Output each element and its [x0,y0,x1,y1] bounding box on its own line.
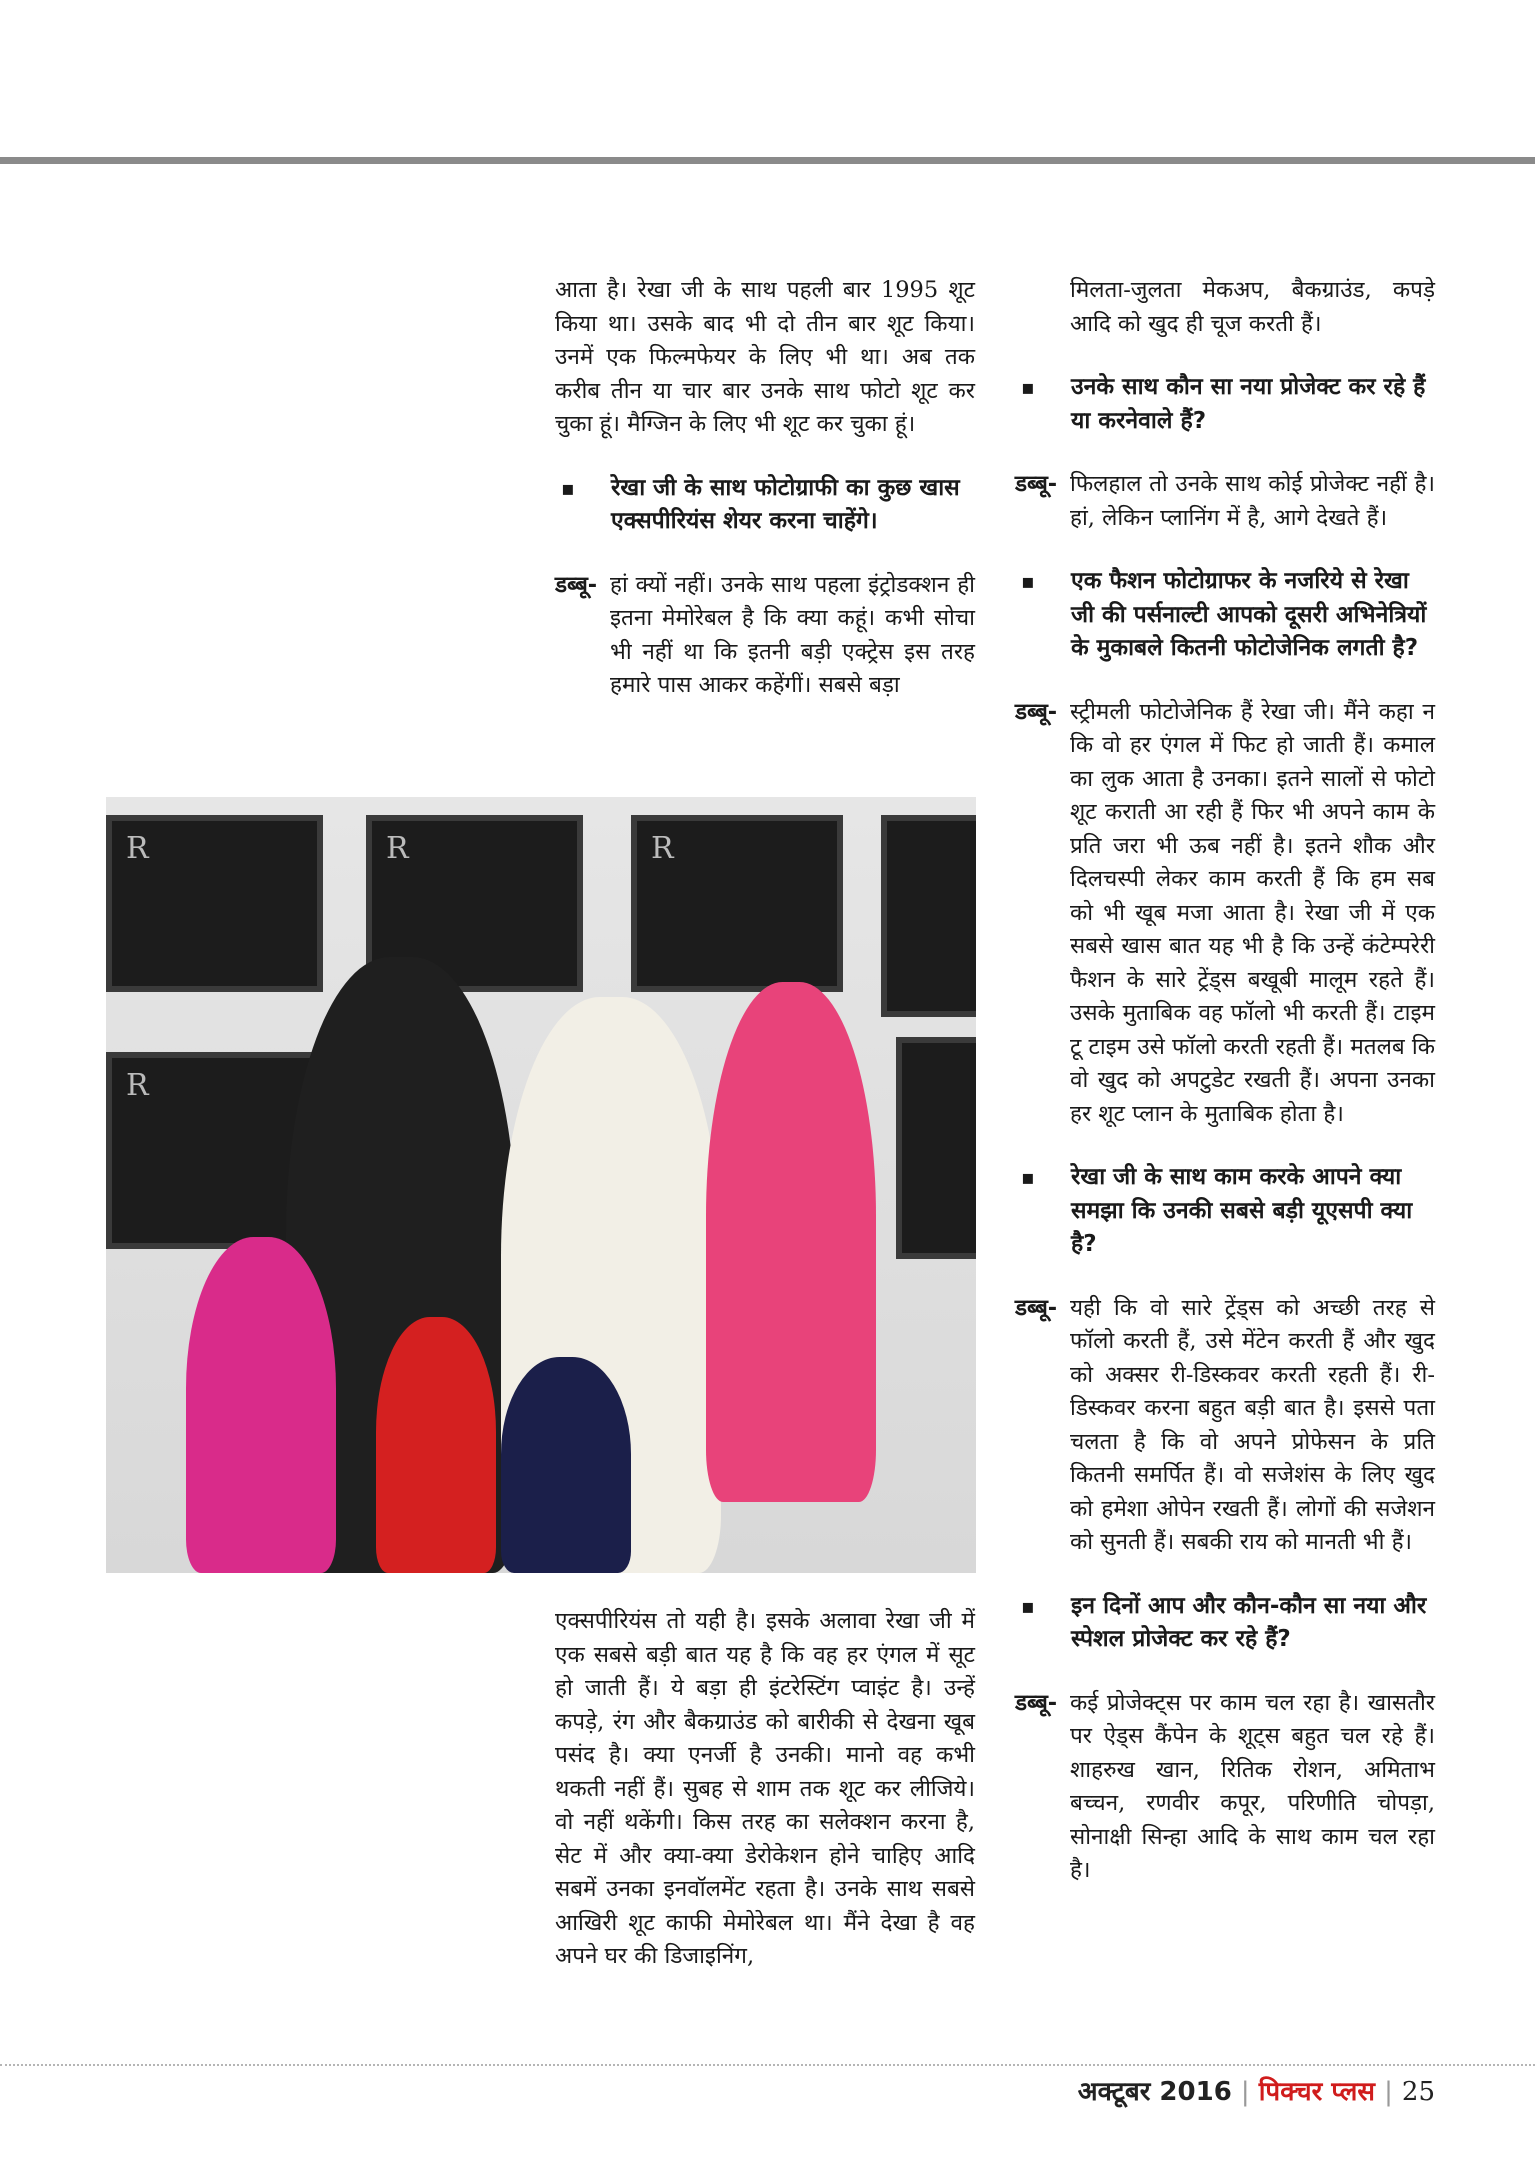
question-text: उनके साथ कौन सा नया प्रोजेक्ट कर रहे हैं या करनेवाले हैं? [1071,374,1426,434]
person-girl [376,1317,496,1573]
question-text: एक फैशन फोटोग्राफर के नजरिये से रेखा जी की पर्सनाल्टी आपको दूसरी अभिनेत्रियों के मुकाबले कितनी फोटोजेनिक लगती है? [1071,568,1427,661]
question [1015,371,1435,438]
answer [1015,696,1435,1132]
paragraph: एक्सपीरियंस तो यही है। इसके अलावा रेखा जी में एक सबसे बड़ी बात यह है कि वह हर एंगल में सूट हो जाती हैं। ये बड़ा ही इंटरेस्टिंग प्वाइंट है। उन्हें कपड़े, रंग और बैकग्राउंड को बारीकी से देखना खूब पसंद है। क्या एनर्जी है उनकी। मानो वह कभी थकती नहीं हैं। सुबह से शाम तक शूट कर लीजिये। वो नहीं थकेंगी। किस तरह का सलेक्शन करना है, सेट में और क्या-क्या डेरोकेशन होने चाहिए आदि सबमें उनका इनवॉलमेंट रहता है। उनके साथ सबसे आखिरी शूट काफी मेमोरेबल था। मैंने देखा है वह अपने घर की डिजाइनिंग, [555,1608,975,1969]
speaker-label: डब्बू- [1015,1689,1058,1716]
poster-frame: R [631,815,843,992]
answer-text: यही कि वो सारे ट्रेंड्स को अच्छी तरह से फॉलो करती हैं, उसे मेंटेन करती हैं और खुद को अक्सर री-डिस्कवर करती रहती हैं। री-डिस्कवर करना बहुत बड़ी बात है। इससे पता चलता है कि वो अपने प्रोफेसन के प्रति कितनी समर्पित हैं। वो सजेशंस के लिए खुद को हमेशा ओपेन रखती हैं। लोगों की सजेशन को सुनती हैं। सबकी राय को मानती भी हैं। [1070,1294,1435,1555]
column-1-bottom [555,1605,975,1974]
question-text: रेखा जी के साथ काम करके आपने क्या समझा कि उनकी सबसे बड़ी यूएसपी क्या है? [1071,1164,1413,1257]
question-text: रेखा जी के साथ फोटोग्राफी का कुछ खास एक्सपीरियंस शेयर करना चाहेंगे। [611,474,960,534]
page-footer [1078,2072,1435,2108]
person-woman-pink [706,982,876,1502]
bullet-icon: ▪ [1021,375,1035,399]
top-rule [0,157,1535,164]
question [1015,1161,1435,1262]
person-boy [501,1357,631,1573]
answer [1015,1687,1435,1888]
footer-separator: | [1240,2077,1250,2107]
answer [1015,1292,1435,1560]
magazine-name: पिक्चर प्लस [1258,2077,1376,2107]
page-number: 25 [1401,2077,1435,2107]
answer-text: स्ट्रीमली फोटोजेनिक हैं रेखा जी। मैंने कहा न कि वो हर एंगल में फिट हो जाती हैं। कमाल का लुक आता है उनका। इतने सालों से फोटो शूट कराती आ रही हैं फिर भी अपने काम के प्रति जरा भी ऊब नहीं है। इतने शौक और दिलचस्पी लेकर काम करती हैं कि हम सब को भी खूब मजा आता है। रेखा जी में एक सबसे खास बात यह भी है कि उन्हें कंटेम्परेरी फैशन के सारे ट्रेंड्स बखूबी मालूम रहते हैं। उसके मुताबिक वह फॉलो भी करती हैं। टाइम टू टाइम उसे फॉलो करती रहती हैं। मतलब कि वो खुद को अपटुडेट रखती हैं। अपना उनका हर शूट प्लान के मुताबिक होता है। [1070,698,1435,1127]
bullet-icon: ▪ [1021,569,1035,593]
speaker-label: डब्बू- [1015,1294,1058,1321]
speaker-label: डब्बू- [1015,698,1058,725]
poster-frame: R [366,815,583,992]
footer-rule [0,2064,1535,2066]
paragraph: मिलता-जुलता मेकअप, बैकग्राउंड, कपड़े आदि को खुद ही चूज करती हैं। [1070,277,1435,337]
question [1015,1590,1435,1657]
bullet-icon: ▪ [1021,1165,1035,1189]
poster-frame: R [106,815,323,992]
bullet-icon: ▪ [1021,1593,1035,1618]
column-1-top [555,274,975,703]
event-photo [106,797,976,1573]
poster-frame [881,815,976,1017]
answer [1015,468,1435,535]
answer-text: हां क्यों नहीं। उनके साथ पहला इंट्रोडक्शन ही इतना मेमोरेबल है कि क्या कहूं। कभी सोचा भी नहीं था कि इतनी बड़ी एक्ट्रेस इस तरह हमारे पास आकर कहेंगीं। सबसे बड़ा [610,571,975,698]
paragraph: आता है। रेखा जी के साथ पहली बार 1995 शूट किया था। उसके बाद भी दो तीन बार शूट किया। उनमें एक फिल्मफेयर के लिए भी था। अब तक करीब तीन या चार बार उनके साथ फोटो शूट कर चुका हूं। मैग्जिन के लिए भी शूट कर चुका हूं। [555,277,975,437]
footer-separator: | [1384,2077,1393,2107]
bullet-icon: ▪ [561,475,575,500]
answer [555,569,975,703]
question [1015,565,1435,666]
issue-date: अक्टूबर 2016 [1077,2077,1232,2107]
person-girl [186,1237,336,1573]
speaker-label: डब्बू- [1015,471,1058,497]
question [555,472,975,539]
answer-text: कई प्रोजेक्ट्स पर काम चल रहा है। खासतौर पर ऐड्स कैंपेन के शूट्स बहुत चल रहे हैं। शाहरुख खान, रितिक रोशन, अमिताभ बच्चन, रणवीर कपूर, परिणीति चोपड़ा, सोनाक्षी सिन्हा आदि के साथ काम चल रहा है। [1070,1689,1435,1883]
question-text: इन दिनों आप और कौन-कौन सा नया और स्पेशल प्रोजेक्ट कर रहे हैं? [1071,1592,1427,1652]
poster-frame [896,1037,976,1259]
column-2 [1015,274,1435,1888]
poster-frame: R [106,1052,323,1249]
answer-text: फिलहाल तो उनके साथ कोई प्रोजेक्ट नहीं है। हां, लेकिन प्लानिंग में है, आगे देखते हैं। [1070,471,1435,531]
speaker-label: डब्बू- [555,571,598,598]
